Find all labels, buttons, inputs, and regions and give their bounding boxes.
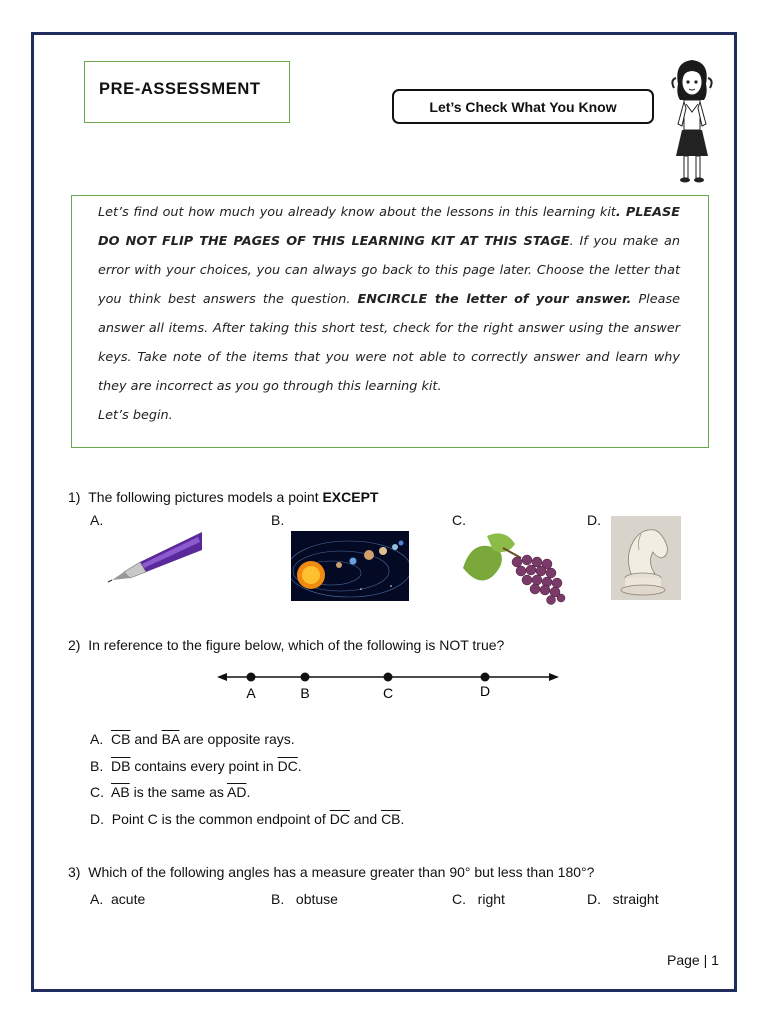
q2-option-a-letter: A. <box>90 731 104 747</box>
instr-bold-2: ENCIRCLE the letter of your answer. <box>357 292 632 307</box>
q3-d-letter: D. <box>587 891 601 907</box>
q3-c-label: right <box>477 891 505 907</box>
question-2 <box>68 637 504 653</box>
q2-b-mid: contains every point in <box>130 758 278 774</box>
left-arrow-icon <box>217 673 227 681</box>
q2-option-d[interactable] <box>90 811 404 827</box>
q2-d-mid: and <box>349 811 382 827</box>
point-c <box>384 673 393 682</box>
q1-text: The following pictures models a point <box>88 489 323 505</box>
chess-knight-image <box>611 516 681 600</box>
q1-option-c[interactable]: C. <box>452 512 466 528</box>
q2-option-c[interactable] <box>90 784 250 800</box>
q1-option-a[interactable]: A. <box>90 512 104 528</box>
q2-option-c-letter: C. <box>90 784 104 800</box>
girl-mascot-icon <box>664 54 720 186</box>
right-arrow-icon <box>549 673 559 681</box>
grapes-image <box>459 528 583 606</box>
q2-a-end: are opposite rays. <box>179 731 295 747</box>
label-b: B <box>300 685 310 701</box>
ray-ab: $\overline{AB}$ <box>111 784 130 800</box>
q2-b-end: . <box>297 758 302 774</box>
q2-option-d-letter: D. <box>90 811 104 827</box>
label-d: D <box>479 683 491 699</box>
page-title: PRE-ASSESSMENT <box>99 80 261 98</box>
instr-part-2: . If you make an error with your choices, you can always go back to this page later. Choose the letter that you think best answers the question. <box>98 234 680 307</box>
q2-c-mid: is the same as <box>129 784 227 800</box>
q2-d-end: . <box>400 811 405 827</box>
label-c: C <box>382 685 394 701</box>
instr-part-3: Please answer all items. After taking this short test, check for the right answer using the answer keys. Take note of the items that you were not able to correctly answer and learn why they are incorrect as you go through this learning kit. <box>98 292 680 394</box>
page-border <box>31 32 737 992</box>
ray-ba: $\overline{BA}$ <box>161 731 180 747</box>
q2-number: 2) <box>68 637 81 653</box>
q2-option-b[interactable] <box>90 758 302 774</box>
q2-option-a[interactable] <box>90 731 295 747</box>
ray-dc-2: $\overline{DC}$ <box>329 811 350 827</box>
title-box <box>84 61 290 123</box>
q1-option-d[interactable]: D. <box>587 512 601 528</box>
page-number: Page | 1 <box>667 952 719 968</box>
instr-closing: Let’s begin. <box>98 408 173 423</box>
q2-text: In reference to the figure below, which of the following is NOT true? <box>88 637 505 653</box>
ray-db: $\overline{DB}$ <box>111 758 131 774</box>
q3-a-letter: A. <box>90 891 104 907</box>
q2-option-b-letter: B. <box>90 758 104 774</box>
ray-cb: $\overline{CB}$ <box>111 731 131 747</box>
instr-part-1: Let’s find out how much you already know about the lessons in this learning kit <box>98 205 616 220</box>
q3-b-letter: B. <box>271 891 285 907</box>
q1-number: 1) <box>68 489 81 505</box>
ray-cb-2: $\overline{CB}$ <box>381 811 401 827</box>
label-a: A <box>246 685 256 701</box>
q3-option-b[interactable] <box>271 891 338 907</box>
ray-ad: $\overline{AD}$ <box>226 784 247 800</box>
q3-a-label: acute <box>111 891 146 907</box>
q3-option-a[interactable] <box>90 891 145 907</box>
q3-number: 3) <box>68 864 81 880</box>
q3-d-label: straight <box>612 891 659 907</box>
q2-c-end: . <box>246 784 251 800</box>
instr-bold-1: . PLEASE DO NOT FLIP THE PAGES OF THIS LEARNING KIT AT THIS STAGE <box>98 205 680 249</box>
q3-b-label: obtuse <box>295 891 338 907</box>
solar-system-image <box>291 531 409 601</box>
q3-option-c[interactable] <box>452 891 505 907</box>
q1-emphasis: EXCEPT <box>322 489 379 505</box>
point-a <box>247 673 256 682</box>
q2-a-mid: and <box>130 731 162 747</box>
q3-option-d[interactable] <box>587 891 659 907</box>
point-d <box>481 673 490 682</box>
number-line-figure <box>215 666 561 706</box>
instructions-box <box>71 195 709 448</box>
q1-option-b[interactable]: B. <box>271 512 285 528</box>
q3-c-letter: C. <box>452 891 466 907</box>
pen-tip-image <box>102 528 202 590</box>
instructions-text <box>98 198 680 430</box>
question-1 <box>68 489 378 505</box>
q3-text: Which of the following angles has a measure greater than 90° but less than 180°? <box>88 864 595 880</box>
q2-d-pre: Point C is the common endpoint of <box>111 811 330 827</box>
point-b <box>301 673 310 682</box>
ray-dc: $\overline{DC}$ <box>277 758 298 774</box>
question-3 <box>68 864 594 880</box>
subtitle-box: Let’s Check What You Know <box>392 89 654 124</box>
